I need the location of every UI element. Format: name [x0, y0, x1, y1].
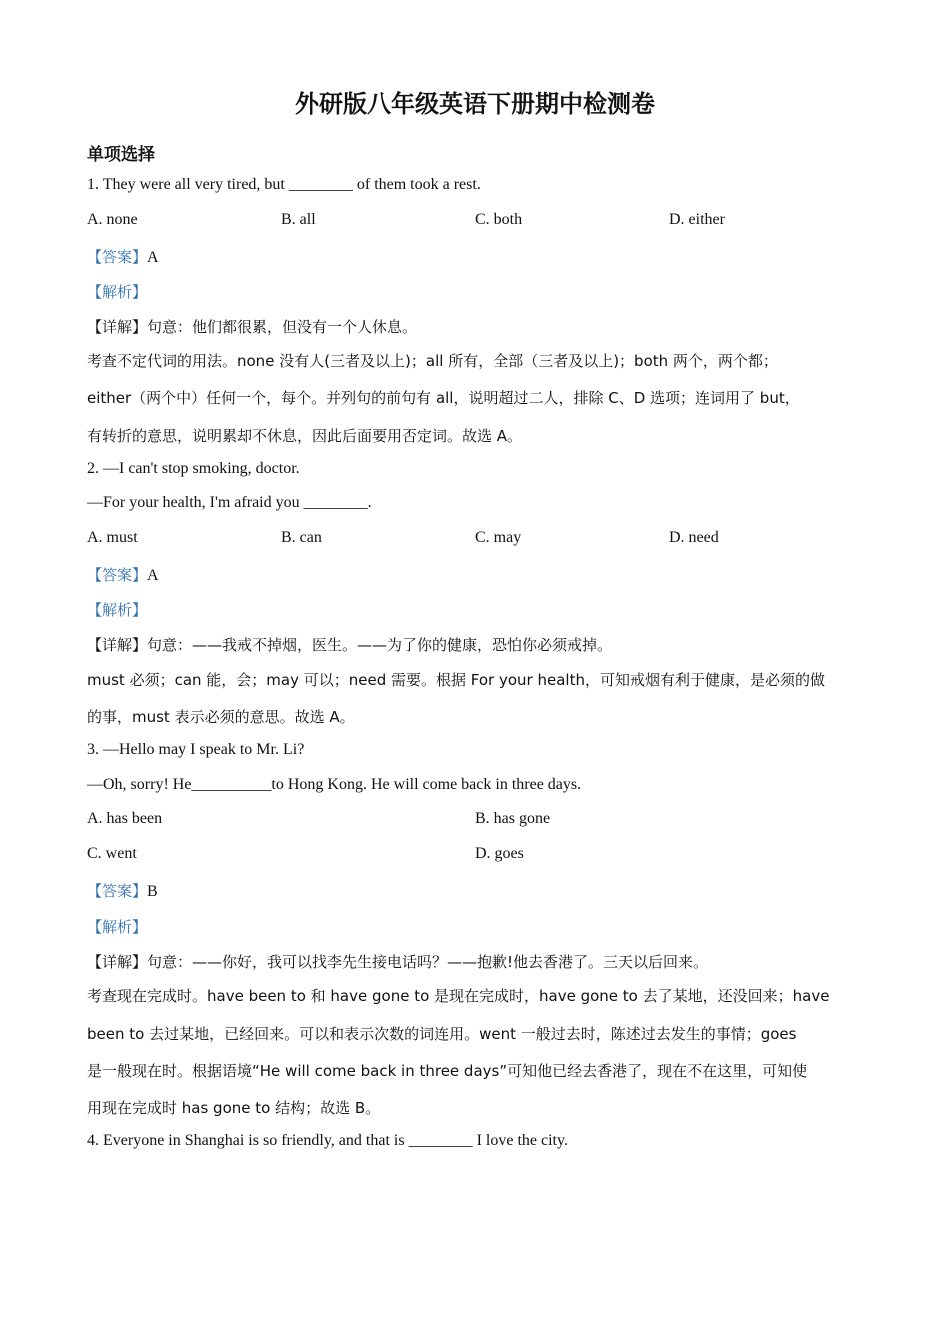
- q2-stem-2: —For your health, I'm afraid you ________.: [87, 494, 372, 511]
- q1-explanation-3: 有转折的意思，说明累却不休息，因此后面要用否定词。故选 A。: [87, 427, 523, 445]
- q2-analysis-line: [87, 599, 147, 620]
- q2-answer: A: [147, 567, 159, 584]
- q1-explanation-2: either（两个中）任何一个，每个。并列句的前句有 all，说明超过二人，排除 C、D 选项；连词用了 but，: [87, 389, 800, 407]
- q2-option-c: C. may: [475, 529, 522, 546]
- q2-answer-line: [87, 564, 159, 585]
- q3-option-a: A. has been: [87, 810, 163, 827]
- detail-tag: 【详解】: [87, 318, 148, 336]
- q2-option-d: D. need: [669, 529, 719, 546]
- analysis-tag: 【解析】: [87, 283, 148, 301]
- q3-analysis-line: [87, 916, 147, 937]
- q1-option-d: D. either: [669, 211, 725, 228]
- q1-option-a: A. none: [87, 211, 138, 228]
- q1-option-c: C. both: [475, 211, 523, 228]
- answer-tag: 【答案】: [87, 882, 148, 900]
- q2-option-b: B. can: [281, 529, 322, 546]
- detail-tag: 【详解】: [87, 953, 148, 971]
- q3-answer-line: [87, 880, 158, 901]
- q3-explanation-3: 是一般现在时。根据语境“He will come back in three days”可知他已经去香港了，现在不在这里，可知使: [87, 1062, 808, 1080]
- q2-detail-line: [87, 634, 612, 655]
- q1-detail-line: [87, 316, 417, 337]
- q1-detail: 句意：他们都很累，但没有一个人休息。: [147, 318, 418, 336]
- analysis-tag: 【解析】: [87, 601, 148, 619]
- q3-option-b: B. has gone: [475, 810, 551, 827]
- q1-answer-line: [87, 246, 159, 267]
- analysis-tag: 【解析】: [87, 918, 148, 936]
- q3-explanation-2: been to 去过某地，已经回来。可以和表示次数的词连用。went 一般过去时，陈述过去发生的事情；goes: [87, 1025, 797, 1043]
- answer-tag: 【答案】: [87, 248, 148, 266]
- answer-tag: 【答案】: [87, 566, 148, 584]
- q4-stem: 4. Everyone in Shanghai is so friendly, and that is ________ I love the city.: [87, 1132, 568, 1149]
- q3-answer: B: [147, 883, 158, 900]
- q1-option-b: B. all: [281, 211, 316, 228]
- q2-detail: 句意：——我戒不掉烟，医生。——为了你的健康，恐怕你必须戒掉。: [147, 636, 613, 654]
- q3-option-d: D. goes: [475, 845, 524, 862]
- q3-detail: 句意：——你好，我可以找李先生接电话吗？——抱歉!他去香港了。三天以后回来。: [147, 953, 709, 971]
- page-title: 外研版八年级英语下册期中检测卷: [295, 90, 655, 118]
- q2-option-a: A. must: [87, 529, 138, 546]
- q1-answer: A: [147, 249, 159, 266]
- section-heading: 单项选择: [87, 145, 155, 165]
- q1-analysis-line: [87, 281, 147, 302]
- q1-explanation-1: 考查不定代词的用法。none 没有人(三者及以上)；all 所有，全部（三者及以上)；both 两个，两个都；: [87, 352, 778, 370]
- q3-explanation-1: 考查现在完成时。have been to 和 have gone to 是现在完成时，have gone to 去了某地，还没回来；have: [87, 987, 830, 1005]
- q2-explanation-2: 的事，must 表示必须的意思。故选 A。: [87, 708, 355, 726]
- q1-stem: 1. They were all very tired, but ________ of them took a rest.: [87, 176, 481, 193]
- q3-stem-2: —Oh, sorry! He__________to Hong Kong. He will come back in three days.: [87, 776, 582, 793]
- q3-stem-1: 3. —Hello may I speak to Mr. Li?: [87, 741, 305, 758]
- q2-stem-1: 2. —I can't stop smoking, doctor.: [87, 460, 300, 477]
- detail-tag: 【详解】: [87, 636, 148, 654]
- q3-option-c: C. went: [87, 845, 137, 862]
- q3-explanation-4: 用现在完成时 has gone to 结构；故选 B。: [87, 1099, 381, 1117]
- q2-explanation-1: must 必须；can 能，会；may 可以；need 需要。根据 For your health，可知戒烟有利于健康，是必须的做: [87, 671, 825, 689]
- q3-detail-line: [87, 951, 708, 972]
